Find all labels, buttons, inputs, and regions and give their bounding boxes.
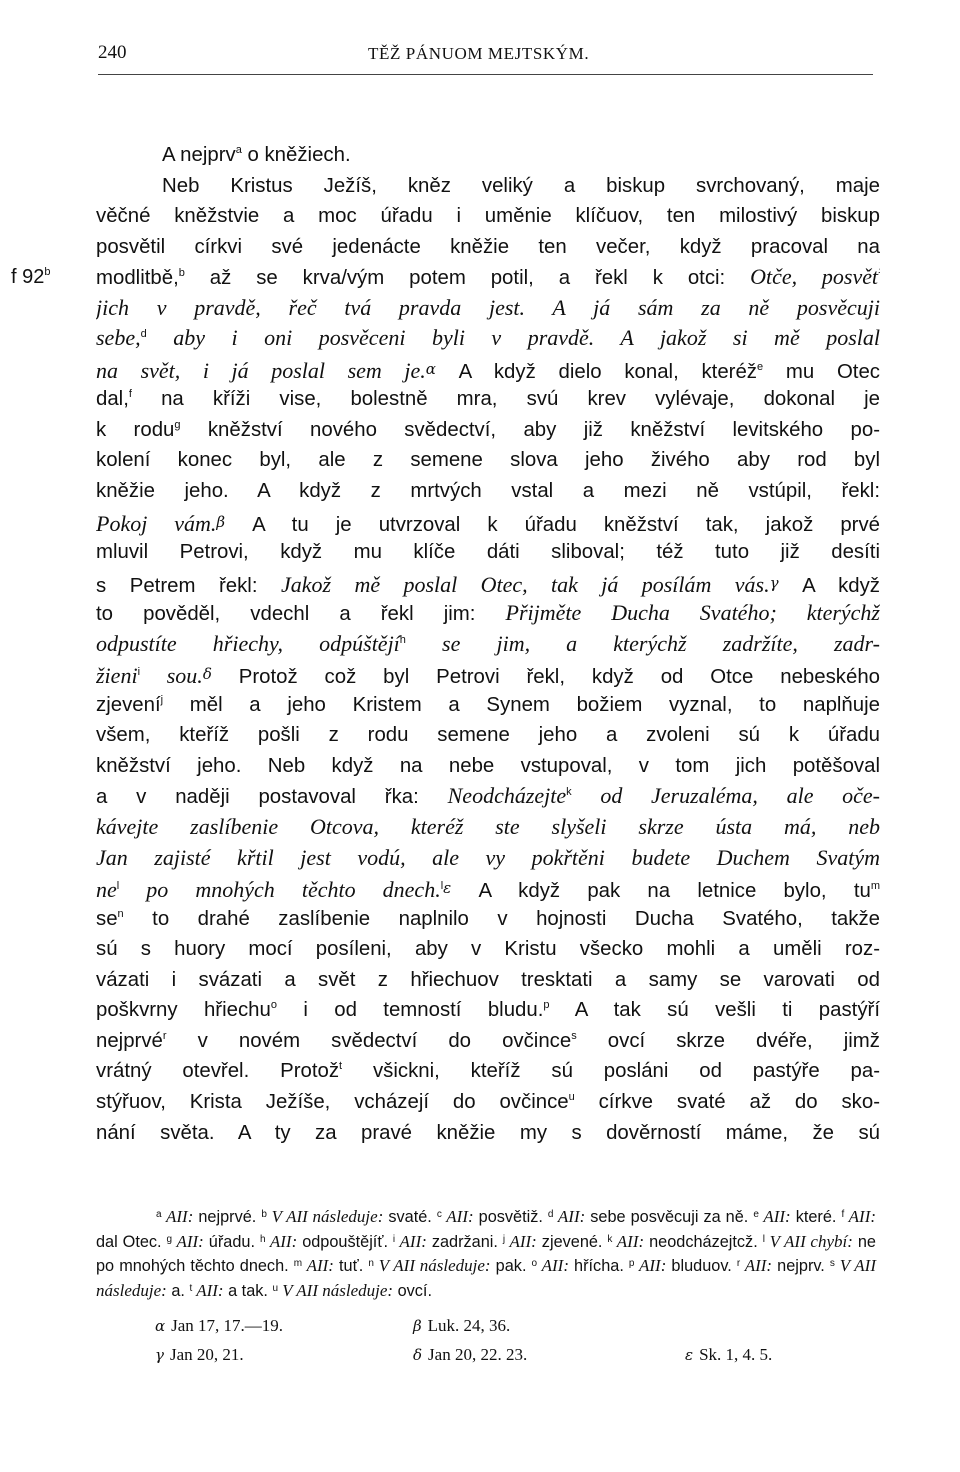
- text-line: $ne^l$ po mnohých těchto dnech.$^l$ε A když pak na letnice bylo, $tu^m$: [96, 877, 880, 903]
- reference-1: α Jan 17, 17.—19.: [155, 1316, 284, 1335]
- text-line: jich v pravdě, řeč tvá pravda jest. A já sám za ně posvěcuji: [96, 294, 880, 320]
- text-line: na svět, i já poslal sem je.α A když dielo konal, kteréž$^e$ mu Otec: [96, 357, 880, 383]
- footnote-g: $^g$ AII: úřadu.: [166, 1231, 255, 1251]
- footnote-f: $^f$ AII: dal Otec.: [96, 1207, 877, 1251]
- header-rule: [98, 74, 873, 75]
- footnote-d: $^d$ AII: sebe posvěcuji za ně.: [547, 1207, 749, 1226]
- text-line: nání světa. A ty za pravé kněžie my s dověrností máme, že sú: [96, 1121, 880, 1144]
- footnote-i: $^i$ AII: zadržani.: [392, 1231, 498, 1251]
- text-line: k rodu$^g$ kněžství nového svědectví, aby již kněžství levitského po-: [96, 418, 880, 441]
- text-line: kolení konec byl, ale z semene slova jeho živého aby rod byl: [96, 449, 880, 472]
- page-number: 240: [98, 42, 127, 63]
- text-line: kávejte zaslíbenie Otcova, kteréž ste slyšeli skrze ústa má, neb: [96, 814, 880, 840]
- footnote-t: $^t$ AII: a tak.: [189, 1281, 268, 1301]
- text-line: Jan zajisté křtil jest vodú, ale vy pokřtěni budete Duchem Svatým: [96, 844, 880, 870]
- footnote-l: $^l$ V AII chybí: ne po mnohých těchto dnech.: [96, 1231, 876, 1276]
- text-line: poškvrny hřiechu$^o$ i od temností bludu.$^p$ A tak sú vešli ti pastýří: [96, 999, 880, 1022]
- text-line: kněžie jeho. A když z mrtvých vstal a mezi ně vstúpil, řekl:: [96, 480, 880, 503]
- text-line: A nejprv$^a$ o kněžiech.: [162, 144, 351, 166]
- text-line: nejprvé$^r$ v novém svědectví do ovčince$^s$ ovcí skrze dvéře, jimž: [96, 1029, 880, 1052]
- text-line: $se^n$ to drahé zaslíbenie naplnilo v hojnosti Ducha Svatého, takže: [96, 907, 880, 930]
- footnote-k: $^k$ AII: neodcházejtcž.: [607, 1231, 758, 1251]
- footnote-h: $^h$ AII: odpouštějíť.: [259, 1231, 388, 1251]
- reference-5: ε Sk. 1, 4. 5.: [685, 1345, 773, 1364]
- text-line: dal,$^f$ na kříži vise, bolestně mra, svú krev vylévaje, dokonal je: [96, 388, 880, 411]
- main-text: [11, 140, 880, 1148]
- text-line: to pověděl, vdechl a řekl jim: Přijměte Ducha Svatého; kterýchž: [96, 600, 880, 626]
- text-line: modlitbě,$^b$ až se krva/vým potem potil, a řekl k otci: Otče, posvěť: [96, 264, 880, 290]
- footnote-b: $^b$ V AII následuje: svaté.: [261, 1207, 432, 1226]
- text-line: odpustíte hřiechy, odpúštějí$^h$ se jim, a kterýchž zadržíte, zadr-: [96, 630, 880, 656]
- text-line: mluvil Petrovi, když mu klíče dáti sliboval; též tuto již desíti: [96, 541, 880, 564]
- footnotes: [96, 1205, 876, 1304]
- text-line: zjevení$^j$ měl a jeho Kristem a Synem božiem vyznal, to naplňuje: [96, 693, 880, 716]
- text-line: vázati i svázati a svět z hřiechuov tresktati a samy se varovati od: [96, 968, 880, 991]
- footnote-a: $^a$ AII: nejprvé.: [156, 1207, 257, 1226]
- text-line: věčné kněžstvie a moc úřadu i uměnie klíčuov, ten milostivý biskup: [96, 205, 880, 228]
- text-line: sú s huory mocí posíleni, aby v Kristu všecko mohli a uměli roz-: [96, 938, 880, 961]
- text-line: Neb Kristus Ježíš, kněz veliký a biskup svrchovaný, maje: [162, 174, 880, 197]
- footnote-e: $^e$ AII: které.: [753, 1207, 837, 1226]
- footnote-c: $^c$ AII: posvětiž.: [436, 1207, 543, 1226]
- footnote-s: $^s$ V AII následuje: a.: [96, 1256, 877, 1301]
- footnote-r: $^r$ AII: nejprv.: [736, 1256, 825, 1276]
- text-line: s Petrem řekl: Jakož mě poslal Otec, tak já posílám vás.γ A když: [96, 571, 880, 597]
- margin-note: f 92$^b$: [11, 266, 51, 288]
- text-line: kněžství jeho. Neb když na nebe vstupoval, v tom jich potěšoval: [96, 754, 880, 777]
- text-line: posvětil církvi své jedenácte kněžie ten večer, když pracoval na: [96, 235, 880, 258]
- running-head: TĚŽ PÁNUOM MEJTSKÝM.: [368, 44, 590, 63]
- text-line: sebe,$^d$ aby i oni posvěceni byli v pravdě. A jakož si mě poslal: [96, 325, 880, 351]
- footnote-j: $^j$ AII: zjevené.: [502, 1231, 603, 1251]
- text-line: všem, kteříž pošli z rodu semene jeho a zvoleni sú k úřadu: [96, 724, 880, 747]
- reference-4: δ Jan 20, 22. 23.: [413, 1345, 528, 1364]
- footnote-m: $^m$ AII: tuť.: [293, 1256, 364, 1276]
- text-line: vrátný otevřel. Protož$^t$ všickni, kteříž sú posláni od pastýře pa-: [96, 1060, 880, 1083]
- footnote-o: $^o$ AII: hřícha.: [531, 1256, 624, 1276]
- text-line: žieni$^i$ sou.δ Protož což byl Petrovi řekl, když od Otce nebeského: [96, 663, 880, 689]
- text-line: stýřuov, Krista Ježíše, vcházejí do ovčince$^u$ církve svaté až do sko-: [96, 1090, 880, 1113]
- page-header: [98, 42, 878, 76]
- footnote-n: $^n$ V AII následuje: pak.: [368, 1256, 527, 1276]
- footnote-p: $^p$ AII: bluduov.: [628, 1256, 732, 1276]
- footnote-u: $^u$ V AII následuje: ovcí.: [272, 1281, 432, 1301]
- text-line: Pokoj vám.β A tu je utvrzoval k úřadu kněžství tak, jakož prvé: [96, 510, 880, 536]
- reference-3: γ Jan 20, 21.: [155, 1345, 244, 1364]
- reference-2: β Luk. 24, 36.: [413, 1316, 511, 1335]
- text-line: a v naději postavoval řka: Neodcházejte$^k$ od Jeruzaléma, ale oče-: [96, 783, 880, 809]
